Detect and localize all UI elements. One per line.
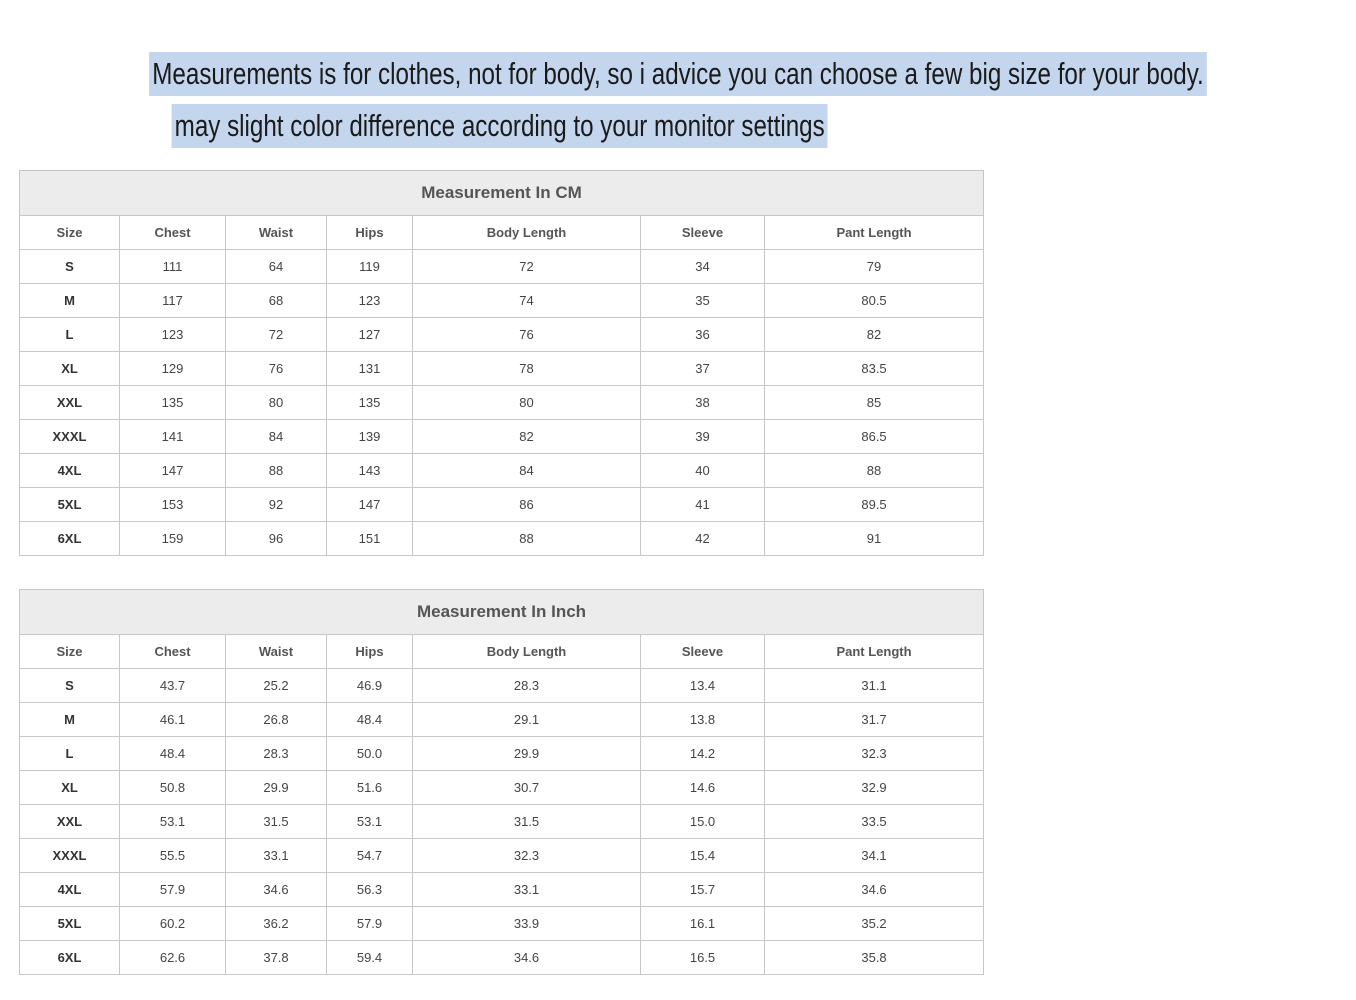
measurement-cell: 123 [120,318,226,352]
measurement-cell: 159 [120,522,226,556]
measurement-cell: 32.3 [765,737,984,771]
measurement-cell: 51.6 [327,771,413,805]
measurement-cell: 60.2 [120,907,226,941]
measurement-cell: 25.2 [226,669,327,703]
measurement-cell: 48.4 [120,737,226,771]
measurement-cell: 88 [765,454,984,488]
measurement-cell: 46.9 [327,669,413,703]
table-row [20,250,984,284]
column-header: Size [20,216,120,250]
measurement-cell: 57.9 [327,907,413,941]
measurement-cell: 135 [120,386,226,420]
column-header: Waist [226,635,327,669]
measurement-cell: 80 [226,386,327,420]
measurement-cell: 96 [226,522,327,556]
measurement-cell: 68 [226,284,327,318]
measurement-cell: 37 [641,352,765,386]
table-row [20,941,984,975]
size-label-cell: M [20,703,120,737]
measurement-cell: 50.8 [120,771,226,805]
column-header: Body Length [413,635,641,669]
table-row [20,318,984,352]
measurement-cell: 119 [327,250,413,284]
measurement-cell: 40 [641,454,765,488]
measurement-cell: 41 [641,488,765,522]
measurement-cell: 31.5 [226,805,327,839]
measurement-cell: 89.5 [765,488,984,522]
measurement-cell: 72 [413,250,641,284]
size-label-cell: L [20,737,120,771]
measurement-cell: 88 [226,454,327,488]
measurement-cell: 46.1 [120,703,226,737]
measurement-cell: 151 [327,522,413,556]
measurement-cell: 80 [413,386,641,420]
table-title: Measurement In CM [20,171,984,216]
measurement-cell: 33.1 [413,873,641,907]
measurement-cell: 14.2 [641,737,765,771]
measurement-cell: 78 [413,352,641,386]
measurement-cell: 62.6 [120,941,226,975]
notice-line-2: may slight color difference according to your monitor settings [172,104,828,148]
measurement-cell: 129 [120,352,226,386]
measurement-cell: 34 [641,250,765,284]
measurement-cell: 29.9 [413,737,641,771]
measurement-cell: 34.6 [413,941,641,975]
size-label-cell: 4XL [20,454,120,488]
measurement-cell: 36.2 [226,907,327,941]
column-header: Sleeve [641,216,765,250]
table-row [20,839,984,873]
measurement-cell: 39 [641,420,765,454]
measurement-cell: 86.5 [765,420,984,454]
measurement-cell: 54.7 [327,839,413,873]
size-label-cell: S [20,250,120,284]
column-header: Size [20,635,120,669]
measurement-cell: 135 [327,386,413,420]
measurement-cell: 38 [641,386,765,420]
size-label-cell: L [20,318,120,352]
measurement-cell: 34.6 [226,873,327,907]
measurement-cell: 15.7 [641,873,765,907]
measurement-cell: 35.8 [765,941,984,975]
measurement-cell: 14.6 [641,771,765,805]
measurement-cell: 35 [641,284,765,318]
table-row [20,284,984,318]
measurement-cell: 16.1 [641,907,765,941]
measurement-cell: 34.1 [765,839,984,873]
table-row [20,386,984,420]
measurement-cell: 32.3 [413,839,641,873]
column-header: Waist [226,216,327,250]
measurement-cell: 33.9 [413,907,641,941]
measurement-cell: 84 [413,454,641,488]
table-row [20,737,984,771]
measurement-cell: 64 [226,250,327,284]
measurement-cell: 92 [226,488,327,522]
table-row [20,873,984,907]
size-label-cell: XXL [20,386,120,420]
measurement-cell: 153 [120,488,226,522]
size-label-cell: 4XL [20,873,120,907]
measurement-cell: 139 [327,420,413,454]
measurement-cell: 55.5 [120,839,226,873]
table-row [20,488,984,522]
measurement-cell: 123 [327,284,413,318]
measurement-cell: 82 [765,318,984,352]
inch-size-table [19,589,984,975]
size-label-cell: XL [20,352,120,386]
measurement-cell: 26.8 [226,703,327,737]
column-header: Chest [120,635,226,669]
measurement-cell: 48.4 [327,703,413,737]
measurement-cell: 76 [226,352,327,386]
size-label-cell: 6XL [20,941,120,975]
measurement-cell: 84 [226,420,327,454]
measurement-cell: 13.4 [641,669,765,703]
measurement-cell: 111 [120,250,226,284]
size-label-cell: S [20,669,120,703]
column-header: Pant Length [765,635,984,669]
column-header: Hips [327,635,413,669]
size-label-cell: XXXL [20,839,120,873]
table-row [20,703,984,737]
table-row [20,669,984,703]
measurement-cell: 88 [413,522,641,556]
column-header: Sleeve [641,635,765,669]
column-header-row [20,216,984,250]
measurement-cell: 72 [226,318,327,352]
measurement-cell: 83.5 [765,352,984,386]
measurement-cell: 127 [327,318,413,352]
measurement-cell: 59.4 [327,941,413,975]
measurement-cell: 37.8 [226,941,327,975]
measurement-cell: 28.3 [413,669,641,703]
table-title: Measurement In Inch [20,590,984,635]
measurement-cell: 15.0 [641,805,765,839]
table-row [20,522,984,556]
measurement-cell: 80.5 [765,284,984,318]
size-label-cell: XXL [20,805,120,839]
measurement-cell: 33.5 [765,805,984,839]
measurement-cell: 30.7 [413,771,641,805]
measurement-cell: 53.1 [327,805,413,839]
measurement-cell: 141 [120,420,226,454]
measurement-cell: 147 [120,454,226,488]
size-label-cell: M [20,284,120,318]
measurement-cell: 29.1 [413,703,641,737]
column-header: Pant Length [765,216,984,250]
size-label-cell: 5XL [20,488,120,522]
measurement-cell: 53.1 [120,805,226,839]
measurement-cell: 31.7 [765,703,984,737]
measurement-cell: 131 [327,352,413,386]
cm-size-table [19,170,984,556]
table-row [20,907,984,941]
table-row [20,454,984,488]
measurement-cell: 43.7 [120,669,226,703]
size-label-cell: XL [20,771,120,805]
measurement-cell: 147 [327,488,413,522]
column-header-row [20,635,984,669]
measurement-cell: 117 [120,284,226,318]
measurement-cell: 31.5 [413,805,641,839]
measurement-cell: 91 [765,522,984,556]
measurement-cell: 82 [413,420,641,454]
column-header: Body Length [413,216,641,250]
table-row [20,805,984,839]
measurement-cell: 36 [641,318,765,352]
measurement-cell: 35.2 [765,907,984,941]
measurement-cell: 28.3 [226,737,327,771]
measurement-cell: 32.9 [765,771,984,805]
size-label-cell: 5XL [20,907,120,941]
measurement-cell: 86 [413,488,641,522]
table-row [20,352,984,386]
notice-line-1: Measurements is for clothes, not for body, so i advice you can choose a few big size for your body. [149,52,1207,96]
measurement-cell: 16.5 [641,941,765,975]
measurement-cell: 15.4 [641,839,765,873]
measurement-cell: 42 [641,522,765,556]
measurement-cell: 13.8 [641,703,765,737]
measurement-cell: 85 [765,386,984,420]
measurement-cell: 50.0 [327,737,413,771]
size-label-cell: XXXL [20,420,120,454]
measurement-cell: 76 [413,318,641,352]
measurement-cell: 34.6 [765,873,984,907]
measurement-cell: 79 [765,250,984,284]
measurement-cell: 143 [327,454,413,488]
measurement-cell: 31.1 [765,669,984,703]
measurement-cell: 74 [413,284,641,318]
measurement-cell: 33.1 [226,839,327,873]
column-header: Hips [327,216,413,250]
table-row [20,420,984,454]
table-row [20,771,984,805]
measurement-cell: 56.3 [327,873,413,907]
column-header: Chest [120,216,226,250]
size-label-cell: 6XL [20,522,120,556]
measurement-cell: 29.9 [226,771,327,805]
measurement-cell: 57.9 [120,873,226,907]
